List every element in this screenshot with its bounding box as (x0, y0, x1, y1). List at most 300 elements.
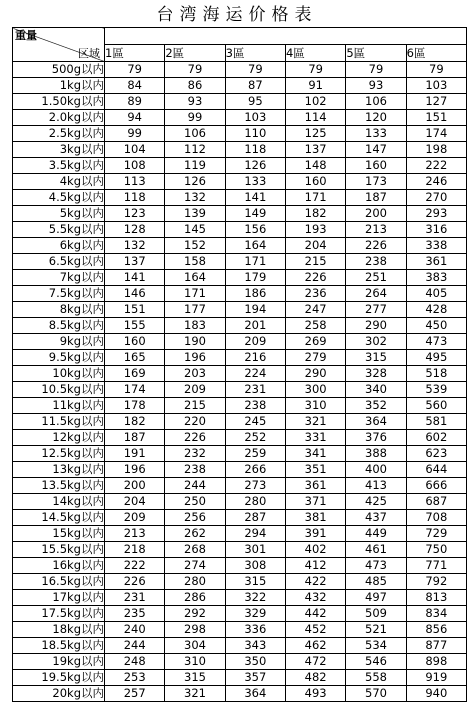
zone-header-1: 1區 (105, 45, 165, 62)
table-row (13, 574, 467, 590)
weight-cell: 18.5kg以内 (13, 638, 105, 654)
price-cell: 182 (285, 206, 345, 222)
price-cell: 248 (105, 654, 165, 670)
weight-cell: 7.5kg以内 (13, 286, 105, 302)
page-title: 台湾海运价格表 (156, 5, 318, 25)
price-cell: 99 (165, 110, 225, 126)
weight-cell: 500g以内 (13, 62, 105, 78)
price-cell: 174 (105, 382, 165, 398)
price-cell: 259 (225, 446, 285, 462)
table-row (13, 222, 467, 238)
price-cell: 274 (165, 558, 225, 574)
price-cell: 148 (285, 158, 345, 174)
price-cell: 132 (105, 238, 165, 254)
weight-cell: 18kg以内 (13, 622, 105, 638)
price-cell: 191 (105, 446, 165, 462)
price-cell: 287 (225, 510, 285, 526)
price-cell: 452 (285, 622, 345, 638)
price-table-body (13, 28, 467, 702)
price-cell: 244 (165, 478, 225, 494)
weight-cell: 8kg以内 (13, 302, 105, 318)
price-cell: 222 (406, 158, 466, 174)
price-cell: 376 (346, 430, 406, 446)
price-cell: 182 (105, 414, 165, 430)
price-cell: 405 (406, 286, 466, 302)
table-row (13, 302, 467, 318)
table-row (13, 414, 467, 430)
price-cell: 383 (406, 270, 466, 286)
price-cell: 139 (165, 206, 225, 222)
price-cell: 509 (346, 606, 406, 622)
price-cell: 123 (105, 206, 165, 222)
price-cell: 792 (406, 574, 466, 590)
table-row (13, 446, 467, 462)
price-cell: 813 (406, 590, 466, 606)
price-cell: 141 (105, 270, 165, 286)
price-cell: 93 (165, 94, 225, 110)
price-cell: 357 (225, 670, 285, 686)
price-cell: 304 (165, 638, 225, 654)
price-cell: 118 (225, 142, 285, 158)
price-cell: 449 (346, 526, 406, 542)
price-cell: 203 (165, 366, 225, 382)
weight-cell: 12.5kg以内 (13, 446, 105, 462)
price-cell: 546 (346, 654, 406, 670)
price-cell: 497 (346, 590, 406, 606)
price-cell: 473 (346, 558, 406, 574)
price-cell: 126 (225, 158, 285, 174)
price-cell: 581 (406, 414, 466, 430)
weight-cell: 20kg以内 (13, 686, 105, 702)
table-row (13, 270, 467, 286)
price-cell: 213 (105, 526, 165, 542)
price-cell: 351 (285, 462, 345, 478)
price-cell: 391 (285, 526, 345, 542)
price-cell: 183 (165, 318, 225, 334)
price-cell: 200 (105, 478, 165, 494)
price-cell: 316 (406, 222, 466, 238)
price-cell: 149 (225, 206, 285, 222)
weight-cell: 12kg以内 (13, 430, 105, 446)
price-cell: 126 (165, 174, 225, 190)
price-cell: 268 (165, 542, 225, 558)
price-cell: 371 (285, 494, 345, 510)
weight-cell: 11kg以内 (13, 398, 105, 414)
price-cell: 570 (346, 686, 406, 702)
price-cell: 151 (406, 110, 466, 126)
price-cell: 133 (346, 126, 406, 142)
header-row-top (13, 28, 467, 45)
price-cell: 245 (225, 414, 285, 430)
table-row (13, 94, 467, 110)
table-row (13, 350, 467, 366)
price-cell: 93 (346, 78, 406, 94)
price-cell: 91 (285, 78, 345, 94)
price-cell: 558 (346, 670, 406, 686)
price-cell: 187 (346, 190, 406, 206)
zone-header-3: 3區 (225, 45, 285, 62)
price-cell: 329 (225, 606, 285, 622)
price-cell: 266 (225, 462, 285, 478)
price-cell: 238 (346, 254, 406, 270)
price-cell: 95 (225, 94, 285, 110)
price-cell: 341 (285, 446, 345, 462)
weight-cell: 14kg以内 (13, 494, 105, 510)
price-cell: 213 (346, 222, 406, 238)
price-cell: 877 (406, 638, 466, 654)
price-cell: 164 (225, 238, 285, 254)
zone-header-4: 4區 (285, 45, 345, 62)
price-cell: 269 (285, 334, 345, 350)
weight-cell: 16.5kg以内 (13, 574, 105, 590)
table-row (13, 206, 467, 222)
price-cell: 235 (105, 606, 165, 622)
weight-cell: 9.5kg以内 (13, 350, 105, 366)
table-row (13, 542, 467, 558)
price-cell: 473 (406, 334, 466, 350)
weight-cell: 14.5kg以内 (13, 510, 105, 526)
weight-cell: 17kg以内 (13, 590, 105, 606)
price-cell: 171 (165, 286, 225, 302)
price-cell: 321 (165, 686, 225, 702)
table-row (13, 158, 467, 174)
price-cell: 84 (105, 78, 165, 94)
price-cell: 286 (165, 590, 225, 606)
zone-header-label: 区域 (78, 47, 100, 60)
table-row (13, 78, 467, 94)
price-cell: 215 (285, 254, 345, 270)
price-cell: 322 (225, 590, 285, 606)
price-cell: 79 (406, 62, 466, 78)
price-cell: 106 (346, 94, 406, 110)
price-cell: 79 (225, 62, 285, 78)
weight-cell: 9kg以内 (13, 334, 105, 350)
price-cell: 151 (105, 302, 165, 318)
price-cell: 171 (225, 254, 285, 270)
price-cell: 315 (346, 350, 406, 366)
price-cell: 79 (346, 62, 406, 78)
price-cell: 141 (225, 190, 285, 206)
price-cell: 301 (225, 542, 285, 558)
weight-cell: 19kg以内 (13, 654, 105, 670)
price-cell: 190 (165, 334, 225, 350)
price-cell: 450 (406, 318, 466, 334)
price-cell: 280 (225, 494, 285, 510)
price-cell: 308 (225, 558, 285, 574)
price-cell: 128 (105, 222, 165, 238)
price-cell: 771 (406, 558, 466, 574)
weight-cell: 17.5kg以内 (13, 606, 105, 622)
price-cell: 336 (225, 622, 285, 638)
weight-cell: 4kg以内 (13, 174, 105, 190)
price-cell: 155 (105, 318, 165, 334)
price-cell: 644 (406, 462, 466, 478)
weight-cell: 10kg以内 (13, 366, 105, 382)
price-cell: 200 (346, 206, 406, 222)
table-row (13, 510, 467, 526)
price-cell: 361 (285, 478, 345, 494)
price-cell: 125 (285, 126, 345, 142)
price-cell: 352 (346, 398, 406, 414)
table-row (13, 190, 467, 206)
price-cell: 412 (285, 558, 345, 574)
price-cell: 428 (406, 302, 466, 318)
weight-cell: 13.5kg以内 (13, 478, 105, 494)
price-cell: 264 (346, 286, 406, 302)
price-cell: 253 (105, 670, 165, 686)
price-cell: 110 (225, 126, 285, 142)
table-row (13, 606, 467, 622)
price-cell: 425 (346, 494, 406, 510)
price-cell: 534 (346, 638, 406, 654)
table-row (13, 110, 467, 126)
table-row (13, 526, 467, 542)
table-row (13, 430, 467, 446)
price-cell: 361 (406, 254, 466, 270)
price-cell: 750 (406, 542, 466, 558)
price-cell: 164 (165, 270, 225, 286)
price-cell: 226 (105, 574, 165, 590)
price-cell: 687 (406, 494, 466, 510)
price-cell: 331 (285, 430, 345, 446)
price-cell: 209 (225, 334, 285, 350)
price-cell: 493 (285, 686, 345, 702)
table-row (13, 654, 467, 670)
price-cell: 708 (406, 510, 466, 526)
price-cell: 560 (406, 398, 466, 414)
price-cell: 402 (285, 542, 345, 558)
zone-header-6: 6區 (406, 45, 466, 62)
price-cell: 186 (225, 286, 285, 302)
price-cell: 218 (105, 542, 165, 558)
price-cell: 103 (225, 110, 285, 126)
price-cell: 79 (285, 62, 345, 78)
price-cell: 300 (285, 382, 345, 398)
price-cell: 919 (406, 670, 466, 686)
price-table (12, 27, 467, 702)
weight-cell: 11.5kg以内 (13, 414, 105, 430)
price-cell: 437 (346, 510, 406, 526)
table-row (13, 366, 467, 382)
weight-cell: 6kg以内 (13, 238, 105, 254)
weight-cell: 15.5kg以内 (13, 542, 105, 558)
price-cell: 87 (225, 78, 285, 94)
price-cell: 137 (105, 254, 165, 270)
price-cell: 160 (346, 158, 406, 174)
price-cell: 89 (105, 94, 165, 110)
table-row (13, 62, 467, 78)
price-cell: 106 (165, 126, 225, 142)
table-row (13, 254, 467, 270)
price-cell: 898 (406, 654, 466, 670)
price-cell: 204 (105, 494, 165, 510)
price-cell: 133 (225, 174, 285, 190)
price-cell: 119 (165, 158, 225, 174)
price-cell: 298 (165, 622, 225, 638)
weight-cell: 2.0kg以内 (13, 110, 105, 126)
price-cell: 343 (225, 638, 285, 654)
price-cell: 114 (285, 110, 345, 126)
price-cell: 86 (165, 78, 225, 94)
weight-cell: 5.5kg以内 (13, 222, 105, 238)
price-cell: 290 (285, 366, 345, 382)
price-cell: 240 (105, 622, 165, 638)
price-cell: 120 (346, 110, 406, 126)
price-cell: 238 (225, 398, 285, 414)
price-cell: 294 (225, 526, 285, 542)
zone-header-2: 2區 (165, 45, 225, 62)
table-row (13, 686, 467, 702)
price-cell: 236 (285, 286, 345, 302)
price-cell: 247 (285, 302, 345, 318)
price-cell: 226 (165, 430, 225, 446)
table-row (13, 478, 467, 494)
weight-cell: 10.5kg以内 (13, 382, 105, 398)
price-cell: 623 (406, 446, 466, 462)
table-row (13, 286, 467, 302)
price-cell: 201 (225, 318, 285, 334)
price-cell: 173 (346, 174, 406, 190)
price-cell: 178 (105, 398, 165, 414)
table-row (13, 590, 467, 606)
price-cell: 103 (406, 78, 466, 94)
price-cell: 442 (285, 606, 345, 622)
price-cell: 137 (285, 142, 345, 158)
price-cell: 232 (165, 446, 225, 462)
price-cell: 174 (406, 126, 466, 142)
price-cell: 321 (285, 414, 345, 430)
price-cell: 413 (346, 478, 406, 494)
price-cell: 539 (406, 382, 466, 398)
header-blank-cell (105, 28, 467, 45)
weight-cell: 16kg以内 (13, 558, 105, 574)
price-cell: 328 (346, 366, 406, 382)
price-cell: 310 (285, 398, 345, 414)
weight-cell: 4.5kg以内 (13, 190, 105, 206)
weight-cell: 8.5kg以内 (13, 318, 105, 334)
price-cell: 940 (406, 686, 466, 702)
price-cell: 280 (165, 574, 225, 590)
price-cell: 292 (165, 606, 225, 622)
price-cell: 146 (105, 286, 165, 302)
weight-cell: 3kg以内 (13, 142, 105, 158)
price-cell: 482 (285, 670, 345, 686)
price-cell: 224 (225, 366, 285, 382)
price-cell: 258 (285, 318, 345, 334)
price-cell: 350 (225, 654, 285, 670)
price-cell: 147 (346, 142, 406, 158)
price-cell: 113 (105, 174, 165, 190)
price-cell: 277 (346, 302, 406, 318)
table-row (13, 126, 467, 142)
price-cell: 222 (105, 558, 165, 574)
price-cell: 209 (165, 382, 225, 398)
price-cell: 104 (105, 142, 165, 158)
price-cell: 485 (346, 574, 406, 590)
price-cell: 238 (165, 462, 225, 478)
price-cell: 270 (406, 190, 466, 206)
table-row (13, 494, 467, 510)
price-cell: 209 (105, 510, 165, 526)
table-row (13, 558, 467, 574)
price-cell: 102 (285, 94, 345, 110)
price-cell: 196 (165, 350, 225, 366)
weight-cell: 13kg以内 (13, 462, 105, 478)
price-cell: 215 (165, 398, 225, 414)
weight-cell: 6.5kg以内 (13, 254, 105, 270)
corner-cell (13, 28, 105, 62)
price-cell: 156 (225, 222, 285, 238)
price-cell: 518 (406, 366, 466, 382)
price-cell: 521 (346, 622, 406, 638)
price-cell: 94 (105, 110, 165, 126)
price-cell: 729 (406, 526, 466, 542)
price-cell: 118 (105, 190, 165, 206)
table-row (13, 398, 467, 414)
price-cell: 338 (406, 238, 466, 254)
weight-cell: 5kg以内 (13, 206, 105, 222)
price-cell: 251 (346, 270, 406, 286)
price-cell: 165 (105, 350, 165, 366)
price-cell: 290 (346, 318, 406, 334)
price-cell: 179 (225, 270, 285, 286)
price-cell: 231 (225, 382, 285, 398)
price-cell: 193 (285, 222, 345, 238)
price-cell: 145 (165, 222, 225, 238)
table-row (13, 174, 467, 190)
price-cell: 340 (346, 382, 406, 398)
weight-cell: 7kg以内 (13, 270, 105, 286)
weight-cell: 19.5kg以内 (13, 670, 105, 686)
price-cell: 99 (105, 126, 165, 142)
price-cell: 388 (346, 446, 406, 462)
table-row (13, 142, 467, 158)
price-cell: 127 (406, 94, 466, 110)
price-cell: 302 (346, 334, 406, 350)
price-cell: 495 (406, 350, 466, 366)
price-cell: 315 (165, 670, 225, 686)
price-cell: 602 (406, 430, 466, 446)
price-cell: 856 (406, 622, 466, 638)
price-cell: 160 (105, 334, 165, 350)
price-cell: 169 (105, 366, 165, 382)
price-cell: 132 (165, 190, 225, 206)
weight-cell: 1kg以内 (13, 78, 105, 94)
price-cell: 834 (406, 606, 466, 622)
price-cell: 160 (285, 174, 345, 190)
price-cell: 204 (285, 238, 345, 254)
price-cell: 246 (406, 174, 466, 190)
price-cell: 250 (165, 494, 225, 510)
price-cell: 244 (105, 638, 165, 654)
table-row (13, 670, 467, 686)
price-cell: 177 (165, 302, 225, 318)
price-cell: 462 (285, 638, 345, 654)
price-cell: 171 (285, 190, 345, 206)
price-cell: 364 (346, 414, 406, 430)
table-row (13, 382, 467, 398)
price-cell: 315 (225, 574, 285, 590)
price-cell: 187 (105, 430, 165, 446)
price-cell: 158 (165, 254, 225, 270)
table-row (13, 238, 467, 254)
weight-cell: 15kg以内 (13, 526, 105, 542)
price-cell: 310 (165, 654, 225, 670)
price-cell: 461 (346, 542, 406, 558)
zone-header-5: 5區 (346, 45, 406, 62)
price-cell: 231 (105, 590, 165, 606)
weight-cell: 2.5kg以内 (13, 126, 105, 142)
